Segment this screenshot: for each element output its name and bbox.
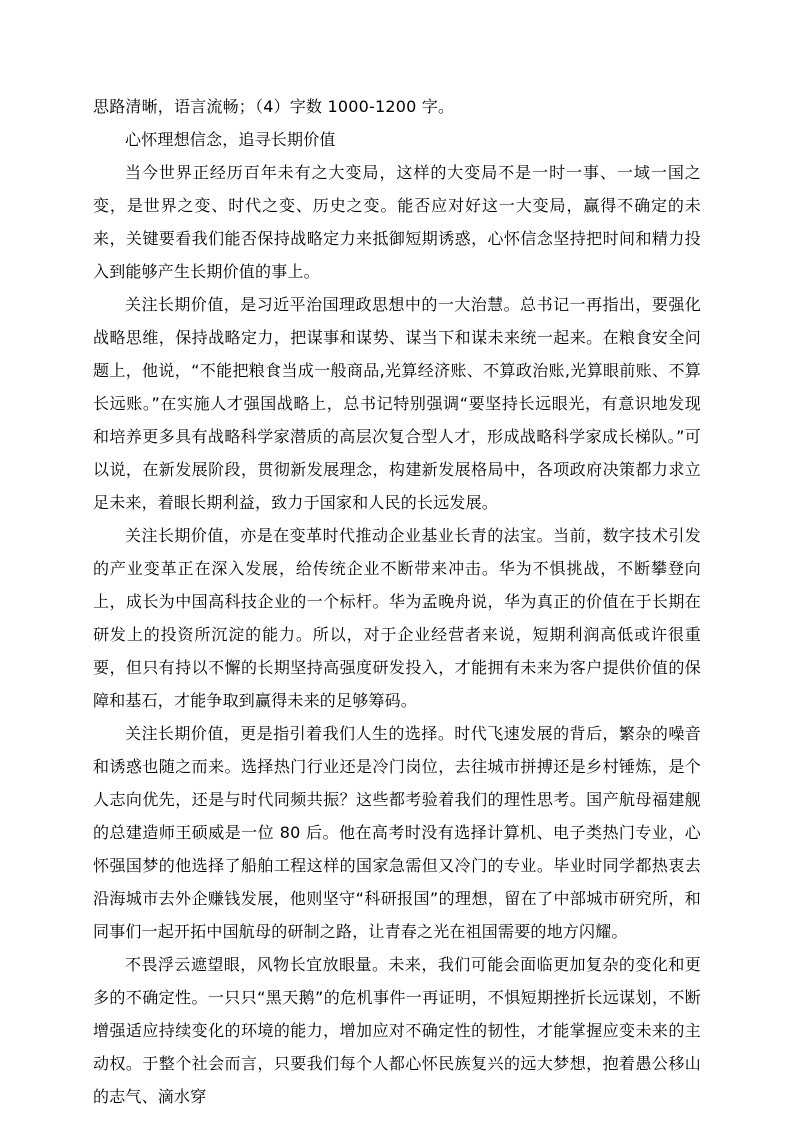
paragraph-body: 当今世界正经历百年未有之大变局，这样的大变局不是一时一事、一域一国之变，是世界之变、时代之变、历史之变。能否应对好这一大变局，赢得不确定的未来，关键要看我们能否保持战略定力来抵御短期诱惑，心怀信念坚持把时间和精力投入到能够产生长期价值的事上。	[93, 163, 701, 281]
paragraph-body: 关注长期价值，更是指引着我们人生的选择。时代飞速发展的背后，繁杂的噪音和诱惑也随之而来。选择热门行业还是冷门岗位，去往城市拼搏还是乡村锤炼，是个人志向优先，还是与时代同频共振？这些都考验着我们的理性思考。国产航母福建舰的总建造师王硕威是一位 80 后。他在高考时没有选择计算机、电子类热门专业，心怀强国梦的他选择了船舶工程这样的国家急需但又冷门的专业。毕业时同学都热衷去沿海城市去外企赚钱发展，他则坚守“科研报国”的理想，留在了中部城市研究所，和同事们一起开拓中国航母的研制之路，让青春之光在祖国需要的地方闪耀。	[93, 724, 701, 941]
document-text-block	[93, 90, 701, 1113]
paragraph-body: 关注长期价值，亦是在变革时代推动企业基业长青的法宝。当前，数字技术引发的产业变革正在深入发展，给传统企业不断带来冲击。华为不惧挑战，不断攀登向上，成长为中国高科技企业的一个标杆。华为孟晚舟说，华为真正的价值在于长期在研发上的投资所沉淀的能力。所以，对于企业经营者来说，短期利润高低或许很重要，但只有持以不懈的长期坚持高强度研发投入，才能拥有未来为客户提供价值的保障和基石，才能争取到赢得未来的足够筹码。	[93, 526, 701, 710]
paragraph-continuation: 思路清晰，语言流畅；（4）字数 1000-1200 字。	[93, 97, 455, 116]
paragraph-body: 关注长期价值，是习近平治国理政思想中的一大治慧。总书记一再指出，要强化战略思维，保持战略定力，把谋事和谋势、谋当下和谋未来统一起来。在粮食安全问题上，他说，“不能把粮食当成一般商品,光算经济账、不算政治账,光算眼前账、不算长远账。”在实施人才强国战略上，总书记特别强调“要坚持长远眼光，有意识地发现和培养更多具有战略科学家潜质的高层次复合型人才，形成战略科学家成长梯队。”可以说，在新发展阶段，贯彻新发展理念，构建新发展格局中，各项政府决策都力求立足未来，着眼长期利益，致力于国家和人民的长远发展。	[93, 295, 701, 512]
essay-title: 心怀理想信念，追寻长期价值	[125, 130, 336, 149]
paragraph-body: 不畏浮云遮望眼，风物长宜放眼量。未来，我们可能会面临更加复杂的变化和更多的不确定性。一只只“黑天鹅”的危机事件一再证明，不惧短期挫折长远谋划，不断增强适应持续变化的环境的能力，增加应对不确定性的韧性，才能掌握应变未来的主动权。于整个社会而言，只要我们每个人都心怀民族复兴的远大梦想，抱着愚公移山的志气、滴水穿	[93, 955, 701, 1106]
